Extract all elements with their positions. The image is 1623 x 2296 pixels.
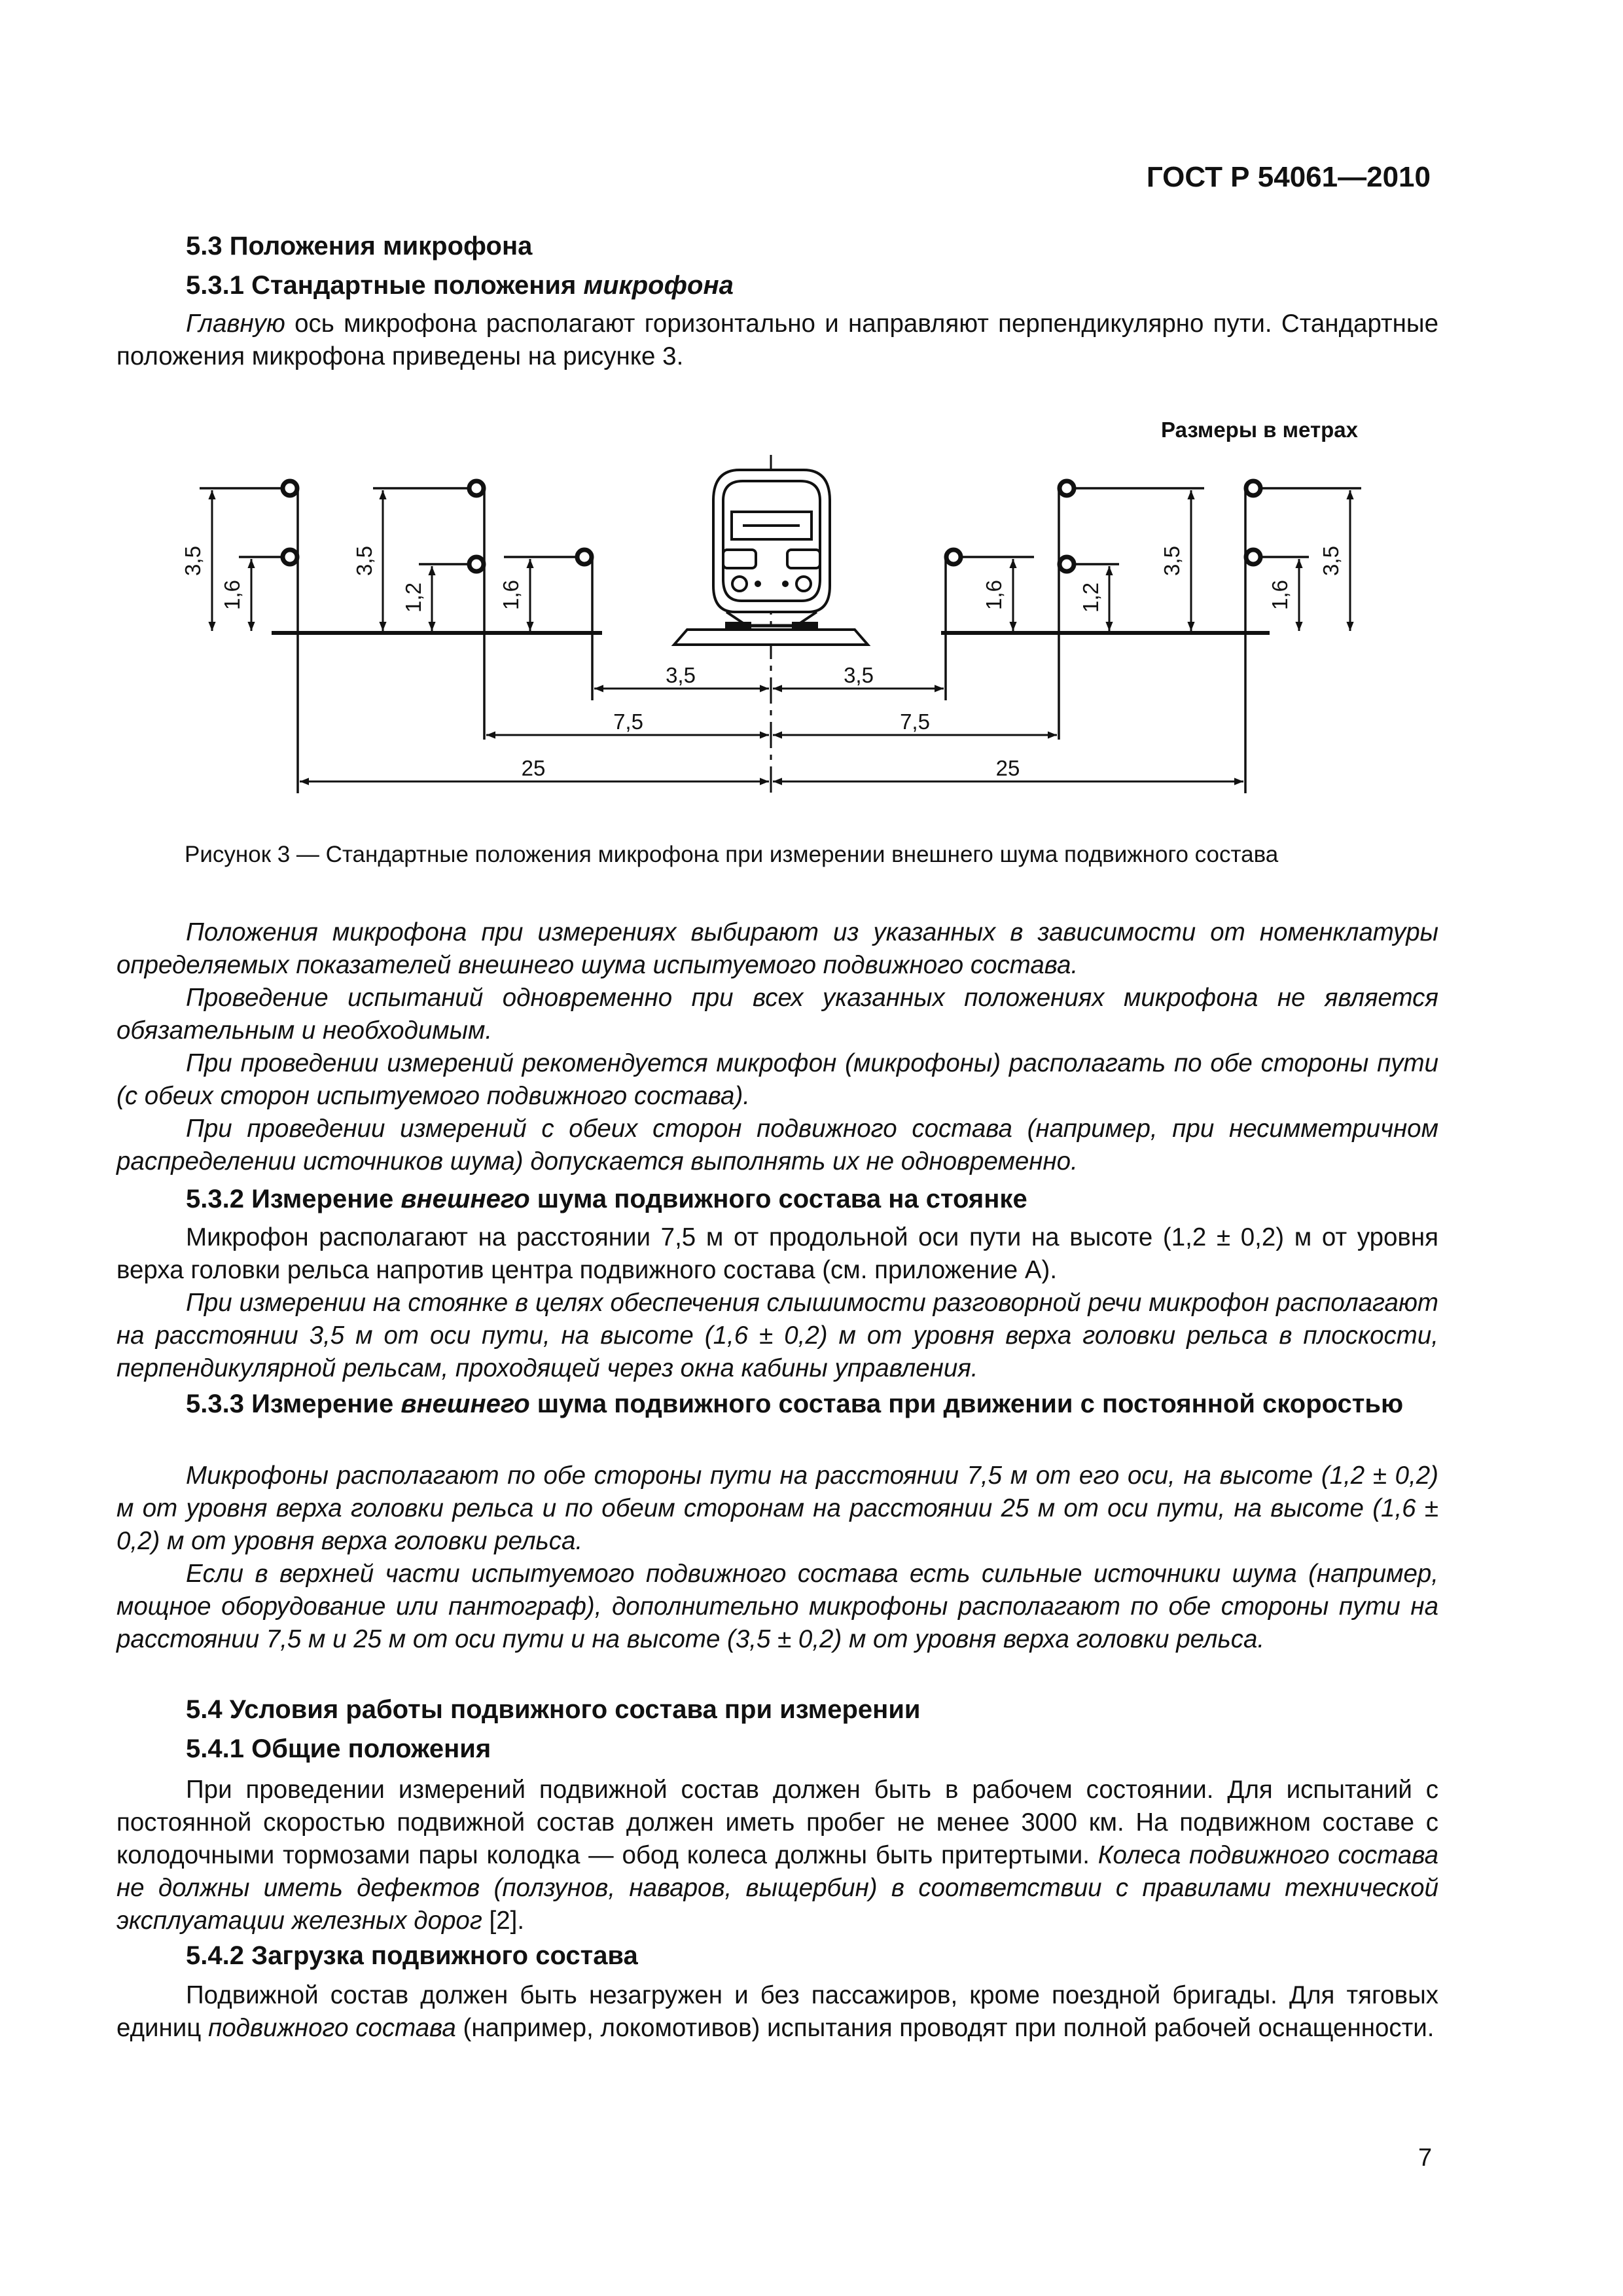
section-5-3-1-title: 5.3.1 Стандартные положения микрофона bbox=[186, 271, 734, 300]
section-5-3-3-title: 5.3.3 Измерение внешнего шума подвижного состава при движении с постоянной скоростью bbox=[186, 1390, 1404, 1418]
microphone-icon bbox=[283, 481, 297, 495]
paragraph-5-3-1: Главную ось микрофона располагают горизонтально и направляют перпендикулярно пути. Стандартные положения микрофона приведены на рисунке 3. bbox=[116, 310, 1438, 370]
dim-label: 3,5 bbox=[666, 663, 696, 687]
dim-label: 1,6 bbox=[499, 580, 523, 610]
dim-label: 1,6 bbox=[220, 580, 244, 610]
dim-label: 7,5 bbox=[613, 709, 643, 734]
microphone-icon bbox=[577, 550, 592, 564]
note-paragraph: При проведении измерений с обеих сторон подвижного состава (например, при несимметричном распределении источников шума) допускается выполнять их не одновременно. bbox=[116, 1115, 1438, 1175]
figure-units-label: Размеры в метрах bbox=[1161, 418, 1358, 442]
dim-label: 3,5 bbox=[352, 546, 376, 576]
dim-label: 3,5 bbox=[181, 546, 205, 576]
paragraph-5-3-2-2: При измерении на стоянке в целях обеспечения слышимости разговорной речи микрофон располагают на расстоянии 3,5 м от оси пути, на высоте (1,6 ± 0,2) м от уровня верха головки рельса в плоскости, перпендикулярной рельсам, проходящей через окна кабины управления. bbox=[116, 1289, 1438, 1382]
paragraph-5-3-3-1: Микрофоны располагают по обе стороны пути на расстоянии 7,5 м от его оси, на высоте (1,2 ± 0,2) м от уровня верха головки рельса и по обеим сторонам на расстоянии 25 м от оси пути, на высоте (1,6 ± 0,2) м от уровня верха головки рельса. bbox=[116, 1462, 1438, 1555]
dim-label: 25 bbox=[521, 756, 546, 780]
dim-label: 7,5 bbox=[900, 709, 930, 734]
microphone-icon bbox=[1060, 557, 1074, 571]
paragraph-5-3-3-2: Если в верхней части испытуемого подвижного состава есть сильные источники шума (например, мощное оборудование или пантограф), дополнительно микрофоны располагают по обе стороны пути на расстоянии 7,5 м и 25 м от оси пути и на высоте (3,5 ± 0,2) м от уровня верха головки рельса. bbox=[116, 1560, 1438, 1653]
note-paragraph: Положения микрофона при измерениях выбирают из указанных в зависимости от номенклатуры определяемых показателей внешнего шума испытуемого подвижного состава. bbox=[116, 918, 1438, 979]
microphone-icon bbox=[1246, 481, 1260, 495]
microphone-icon bbox=[469, 481, 484, 495]
dim-label: 3,5 bbox=[1319, 546, 1343, 576]
dim-label: 1,6 bbox=[982, 580, 1006, 610]
paragraph-5-3-2-1: Микрофон располагают на расстоянии 7,5 м от продольной оси пути на высоте (1,2 ± 0,2) м от уровня верха головки рельса напротив центра подвижного состава (см. приложение А). bbox=[116, 1223, 1438, 1284]
section-5-3-2-title: 5.3.2 Измерение внешнего шума подвижного состава на стоянке bbox=[186, 1185, 1027, 1213]
microphone-icon bbox=[469, 557, 484, 571]
page-number: 7 bbox=[1418, 2144, 1433, 2172]
note-paragraph: Проведение испытаний одновременно при всех указанных положениях микрофона не является обязательным и необходимым. bbox=[116, 984, 1438, 1045]
dim-label: 1,2 bbox=[401, 583, 425, 613]
document-code: ГОСТ Р 54061—2010 bbox=[1146, 161, 1431, 193]
section-5-4-2-title: 5.4.2 Загрузка подвижного состава bbox=[186, 1941, 638, 1970]
figure-caption: Рисунок 3 — Стандартные положения микрофона при измерении внешнего шума подвижного состава bbox=[185, 842, 1279, 867]
dim-label: 25 bbox=[995, 756, 1020, 780]
microphone-icon bbox=[946, 550, 961, 564]
dim-label: 3,5 bbox=[1160, 546, 1184, 576]
section-5-4-1-title: 5.4.1 Общие положения bbox=[186, 1734, 491, 1763]
dim-label: 3,5 bbox=[844, 663, 874, 687]
paragraph-5-4-2: Подвижной состав должен быть незагружен и без пассажиров, кроме поездной бригады. Для тяговых единиц подвижного состава (например, локомотивов) испытания проводят при полной рабочей оснащенности. bbox=[116, 1981, 1438, 2042]
train-front-icon bbox=[674, 470, 868, 645]
microphone-icon bbox=[1060, 481, 1074, 495]
section-5-4-title: 5.4 Условия работы подвижного состава при измерении bbox=[186, 1695, 921, 1724]
microphone-icon bbox=[283, 550, 297, 564]
paragraph-5-4-1: При проведении измерений подвижной состав должен быть в рабочем состоянии. Для испытаний с постоянной скоростью подвижной состав должен иметь пробег не менее 3000 км. На подвижном составе с колодочными тормозами пары колодка — обод колеса должны быть притертыми. Колеса подвижного состава не должны иметь дефектов (ползунов, наваров, выщербин) в соответствии с правилами технической эксплуатации железных дорог [2]. bbox=[116, 1776, 1438, 1935]
section-5-3-title: 5.3 Положения микрофона bbox=[186, 232, 533, 260]
figure-3-diagram bbox=[0, 0, 1623, 851]
dim-label: 1,2 bbox=[1079, 583, 1103, 613]
note-paragraph: При проведении измерений рекомендуется микрофон (микрофоны) располагать по обе стороны пути (с обеих сторон испытуемого подвижного состава). bbox=[116, 1049, 1438, 1110]
dim-label: 1,6 bbox=[1268, 580, 1292, 610]
microphone-icon bbox=[1246, 550, 1260, 564]
